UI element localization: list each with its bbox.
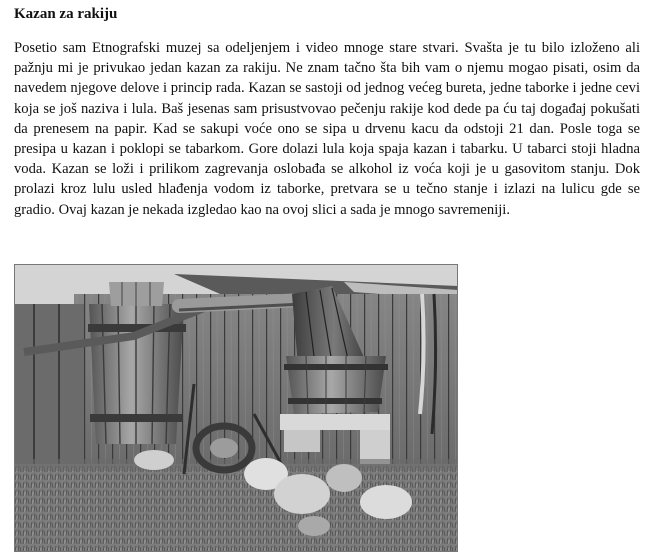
still-photograph <box>14 264 458 552</box>
photo-illustration <box>14 264 458 552</box>
article-paragraph: Posetio sam Etnografski muzej sa odeljenjem i video mnoge stare stvari. Svašta je tu bilo izloženo ali pažnju mi je privukao jedan kazan za rakiju. Ne znam tačno šta bih vam o njemu mogao pisati, osim da navedem njegove delove i princip rada. Kazan se sastoji od jednog većeg bureta, jedne taborke i jedne cevi koja se još naziva i lula. Baš jesenas sam prisustvovao pečenju rakije kod dede pa ću taj događaj pokušati da prenesem na papir. Kad se sakupi voće ono se sipa u drvenu kacu da odstoji 21 dan. Posle toga se presipa u kazan i poklopi se tabarkom. Gore dolazi lula koja spaja kazan i tabarku. U tabarci stoji hladna voda. Kazan se loži i prilikom zagrevanja oslobađa se alkohol iz voća koji je u gasovitom stanju. Dok prolazi kroz lulu usled hlađenja vodom iz taborke, pretvara se u tečno stanje i izlazi na lulicu gde se gradio. Ovaj kazan je nekada izgledao kao na ovoj slici a sada je mnogo savremeniji. <box>14 40 640 218</box>
article-title: Kazan za rakiju <box>14 6 118 22</box>
